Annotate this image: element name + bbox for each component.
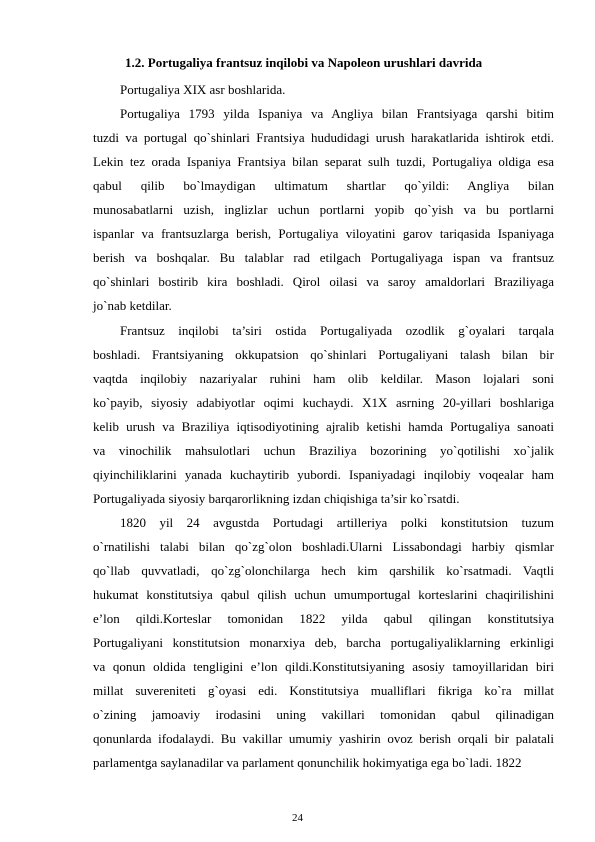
text-line: qo`llab quvvatladi, qo`zg`olonchilarga hech kim qarshilik ko`rsatmadi. Vaqtli bbox=[93, 563, 554, 578]
text-line: e’lon qildi.Korteslar tomonidan 1822 yilda qabul qilingan konstitutsiya bbox=[93, 611, 554, 627]
text-line: 1820 yil 24 avgustda Portudagi artilleriya polki konstitutsion tuzum bbox=[120, 514, 554, 530]
text-line: millat suvereniteti g`oyasi edi. Konstitutsiya mualliflari fikriga ko`ra millat bbox=[93, 683, 554, 699]
text-line: hukumat konstitutsiya qabul qilish uchun umumportugal korteslarini chaqirilishini bbox=[93, 587, 554, 603]
text-line: ispanlar va frantsuzlarga berish, Portugaliya viloyatini garov tariqasida Ispaniyaga bbox=[93, 226, 554, 242]
text-line: boshladi. Frantsiyaning okkupatsion qo`shinlari Portugaliyani talash bilan bir bbox=[93, 346, 554, 362]
text-line: Frantsuz inqilobi ta’siri ostida Portugaliyada ozodlik g`oyalari tarqala bbox=[120, 322, 554, 338]
text-line: jo`nab ketdilar. bbox=[93, 298, 172, 314]
text-line: Portugaliya XIX asr boshlarida. bbox=[120, 82, 286, 97]
text-line: vaqtda inqilobiy nazariyalar ruhini ham olib keldilar. Mason lojalari soni bbox=[93, 370, 554, 386]
text-line: o`rnatilishi talabi bilan qo`zg`olon boshladi.Ularni Lissabondagi harbiy qismlar bbox=[93, 538, 554, 554]
text-line: kelib urush va Braziliya iqtisodiyotining ajralib ketishi hamda Portugaliya sanoati bbox=[93, 418, 554, 434]
text-line: berish va boshqalar. Bu talablar rad etilgach Portugaliyaga ispan va frantsuz bbox=[93, 250, 554, 266]
text-line: ko`payib, siyosiy adabiyotlar oqimi kuchaydi. X1X asrning 20-yillari boshlariga bbox=[93, 394, 554, 410]
text-line: qonunlarda ifodalaydi. Bu vakillar umumiy yashirin ovoz berish orqali bir palatali bbox=[93, 731, 554, 747]
text-line: va qonun oldida tengligini e’lon qildi.Konstitutsiyaning asosiy tamoyillaridan biri bbox=[93, 659, 554, 675]
text-line: Lekin tez orada Ispaniya Frantsiya bilan separat sulh tuzdi, Portugaliya oldiga esa bbox=[93, 154, 554, 170]
text-line: qabul qilib bo`lmaydigan ultimatum shartlar qo`yildi: Angliya bilan bbox=[93, 178, 554, 194]
text-line: qiyinchiliklarini yanada kuchaytirib yubordi. Ispaniyadagi inqilobiy voqealar ham bbox=[93, 466, 554, 482]
text-line: qo`shinlari bostirib kira boshladi. Qirol oilasi va saroy amaldorlari Braziliyaga bbox=[93, 274, 554, 290]
text-line: Portugaliyani konstitutsion monarxiya deb, barcha portugaliyaliklarning erkinligi bbox=[93, 635, 554, 651]
text-line: tuzdi va portugal qo`shinlari Frantsiya hududidagi urush harakatlarida ishtirok etdi. bbox=[93, 130, 554, 146]
text-line: munosabatlarni uzish, inglizlar uchun portlarni yopib qo`yish va bu portlarni bbox=[93, 202, 554, 218]
text-line: va vinochilik mahsulotlari uchun Braziliya bozorining yo`qotilishi xo`jalik bbox=[93, 442, 554, 458]
text-line: Portugaliyada siyosiy barqarorlikning izdan chiqishiga ta’sir ko`rsatdi. bbox=[93, 490, 460, 506]
text-line: Portugaliya 1793 yilda Ispaniya va Angliya bilan Frantsiyaga qarshi bitim bbox=[120, 106, 554, 122]
text-line: parlamentga saylanadilar va parlament qonunchilik hokimyatiga ega bo`ladi. 1822 bbox=[93, 755, 522, 771]
page-number: 24 bbox=[292, 812, 303, 824]
section-heading: 1.2. Portugaliya frantsuz inqilobi va Napoleon urushlari davrida bbox=[125, 55, 483, 70]
text-line: o`zining jamoaviy irodasini uning vakillari tomonidan qabul qilinadigan bbox=[93, 707, 554, 723]
